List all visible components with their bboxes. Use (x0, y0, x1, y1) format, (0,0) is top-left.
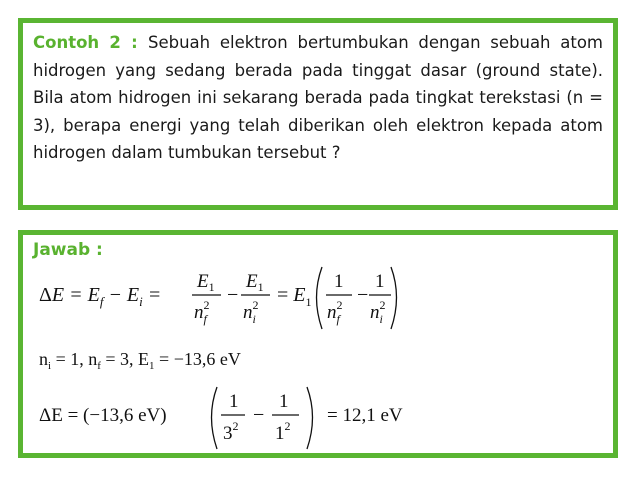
question-body: Sebuah elektron bertumbukan dengan sebuah atom hidrogen yang sedang berada pada tinggat dasar (ground state). Bila atom hidrogen ini sekarang berada pada tingkat terekstasi (n = 3), berapa energi yang telah diberikan oleh elektron kepada atom hidrogen dalam tumbukan tersebut ? (33, 33, 604, 162)
question-box (18, 18, 618, 210)
formula-lhs: $\Delta E = E_f - E_i$ = (39, 284, 162, 309)
fraction-numerator: $E_1$ (246, 271, 264, 294)
fraction-numerator: 1 (375, 271, 385, 292)
fraction-denominator: $n^2$ f (194, 298, 210, 326)
energy-formula (39, 263, 399, 335)
fraction-denominator: $n^2$ i (370, 298, 386, 326)
fraction-numerator: 1 (229, 391, 239, 412)
fraction-numerator: $E_1$ (197, 271, 215, 294)
fraction-denominator: $n^2$ f (327, 298, 343, 326)
fraction-numerator: 1 (334, 271, 344, 292)
formula-factor: = $E_1$ (277, 284, 312, 309)
result-equation (39, 383, 459, 455)
example-label: Contoh 2 (33, 33, 121, 52)
minus-sign: − (357, 284, 369, 306)
right-paren (391, 267, 397, 329)
result-lhs: ΔE = (−13,6 eV) (39, 405, 167, 426)
minus-sign: − (253, 404, 265, 426)
result-value: = 12,1 eV (327, 405, 403, 426)
fraction-denominator: $1^2$ (275, 419, 291, 444)
left-paren (317, 267, 323, 329)
example-label-colon: : (120, 33, 148, 52)
answer-label: Jawab : (33, 240, 103, 260)
given-values-text: $n_i = 1$, $n_f = 3$, $E_1 = -13,6$ eV (39, 349, 241, 372)
fraction-denominator: $n^2$ i (243, 298, 259, 326)
fraction-numerator: 1 (279, 391, 289, 412)
question-paragraph (33, 29, 603, 167)
left-paren (212, 387, 218, 449)
fraction-denominator: $3^2$ (223, 419, 239, 444)
given-values (39, 343, 379, 373)
minus-sign: − (227, 284, 239, 306)
right-paren (307, 387, 313, 449)
answer-box (18, 230, 618, 458)
